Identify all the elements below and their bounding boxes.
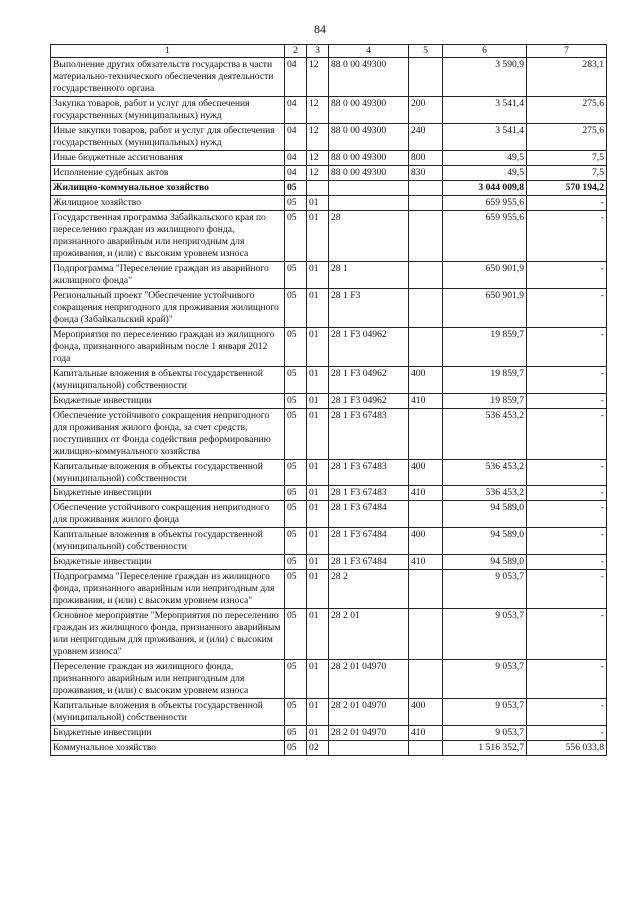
row-target-article-cell: 88 0 00 49300 [329,57,409,96]
table-row [51,726,607,741]
row-amount-cell: 1 516 352,7 [443,741,527,756]
row-amount-2-cell: - [527,327,607,366]
row-subsection-cell: 12 [307,123,329,150]
row-amount-cell: 94 589,0 [443,555,527,570]
row-section-cell: 05 [285,726,307,741]
row-expense-type-cell [409,261,443,288]
row-target-article-cell [329,180,409,195]
row-subsection-cell: 01 [307,408,329,459]
table-body [51,57,607,755]
row-amount-2-cell: - [527,555,607,570]
row-section-cell: 05 [285,366,307,393]
row-target-article-cell: 28 1 F3 67484 [329,528,409,555]
budget-table [50,44,607,756]
row-target-article-cell: 28 1 F3 67483 [329,408,409,459]
table-row [51,609,607,660]
row-name-cell: Жилищное хозяйство [51,195,285,210]
row-name-cell: Закупка товаров, работ и услуг для обеспечения государственных (муниципальных) нужд [51,96,285,123]
row-name-cell: Иные бюджетные ассигнования [51,150,285,165]
row-subsection-cell: 12 [307,96,329,123]
row-subsection-cell [307,180,329,195]
row-target-article-cell: 88 0 00 49300 [329,150,409,165]
row-subsection-cell: 12 [307,150,329,165]
row-amount-cell: 659 955,6 [443,210,527,261]
table-row [51,57,607,96]
row-subsection-cell: 01 [307,660,329,699]
row-name-cell: Бюджетные инвестиции [51,555,285,570]
row-amount-cell: 3 541,4 [443,123,527,150]
row-expense-type-cell [409,210,443,261]
row-amount-2-cell: - [527,366,607,393]
row-amount-cell: 536 453,2 [443,408,527,459]
row-name-cell: Государственная программа Забайкальского края по переселению граждан из жилищного фонда, признанного аварийным или непригодным для проживания, и (или) с высоким уровнем износа [51,210,285,261]
table-row [51,660,607,699]
row-expense-type-cell [409,501,443,528]
row-amount-cell: 3 044 009,8 [443,180,527,195]
row-amount-2-cell: - [527,288,607,327]
row-target-article-cell: 28 1 F3 04962 [329,327,409,366]
header-col-4: 4 [329,45,409,58]
row-expense-type-cell: 200 [409,96,443,123]
row-section-cell: 05 [285,486,307,501]
row-expense-type-cell [409,57,443,96]
row-subsection-cell: 01 [307,609,329,660]
table-row [51,501,607,528]
row-amount-cell: 9 053,7 [443,570,527,609]
row-target-article-cell: 28 2 01 04970 [329,660,409,699]
row-amount-cell: 94 589,0 [443,501,527,528]
row-target-article-cell: 88 0 00 49300 [329,165,409,180]
row-amount-2-cell: - [527,210,607,261]
row-section-cell: 04 [285,96,307,123]
row-amount-2-cell: 275,6 [527,123,607,150]
row-name-cell: Исполнение судебных актов [51,165,285,180]
row-amount-cell: 19 859,7 [443,366,527,393]
row-amount-cell: 9 053,7 [443,609,527,660]
row-expense-type-cell: 400 [409,459,443,486]
row-subsection-cell: 01 [307,486,329,501]
row-expense-type-cell: 410 [409,555,443,570]
row-target-article-cell: 88 0 00 49300 [329,123,409,150]
row-amount-2-cell: 570 194,2 [527,180,607,195]
table-row [51,150,607,165]
row-section-cell: 04 [285,123,307,150]
row-amount-2-cell: - [527,660,607,699]
row-subsection-cell: 12 [307,165,329,180]
row-amount-cell: 19 859,7 [443,393,527,408]
table-row [51,528,607,555]
row-section-cell: 05 [285,261,307,288]
row-name-cell: Основное мероприятие "Мероприятия по переселению граждан из жилищного фонда, признанного аварийным или непригодным для проживания, и (или) с высоким уровнем износа" [51,609,285,660]
row-name-cell: Капитальные вложения в объекты государственной (муниципальной) собственности [51,366,285,393]
row-subsection-cell: 02 [307,741,329,756]
table-row [51,366,607,393]
row-section-cell: 05 [285,327,307,366]
row-section-cell: 05 [285,459,307,486]
row-name-cell: Подпрограмма "Переселение граждан из аварийного жилищного фонда" [51,261,285,288]
row-amount-2-cell: 7,5 [527,165,607,180]
row-expense-type-cell [409,741,443,756]
row-section-cell: 05 [285,408,307,459]
row-section-cell: 05 [285,660,307,699]
row-expense-type-cell: 400 [409,366,443,393]
table-row [51,741,607,756]
row-expense-type-cell: 400 [409,699,443,726]
table-row [51,261,607,288]
row-amount-2-cell: 283,1 [527,57,607,96]
row-section-cell: 05 [285,699,307,726]
row-name-cell: Подпрограмма "Переселение граждан из жилищного фонда, признанного аварийным или непригодным для проживания, и (или) с высоким уровнем износа" [51,570,285,609]
row-target-article-cell: 28 1 F3 [329,288,409,327]
row-amount-2-cell: - [527,528,607,555]
row-expense-type-cell [409,195,443,210]
row-amount-2-cell: - [527,699,607,726]
table-row [51,486,607,501]
row-amount-2-cell: - [527,195,607,210]
row-amount-cell: 536 453,2 [443,486,527,501]
row-name-cell: Обеспечение устойчивого сокращения непригодного для проживания жилого фонда, за счет средств, поступивших от Фонда содействия реформированию жилищно-коммунального хозяйства [51,408,285,459]
header-col-5: 5 [409,45,443,58]
row-target-article-cell: 28 1 F3 67484 [329,501,409,528]
row-amount-cell: 650 901,9 [443,288,527,327]
row-target-article-cell: 28 2 [329,570,409,609]
row-section-cell: 05 [285,741,307,756]
table-row [51,165,607,180]
header-col-2: 2 [285,45,307,58]
row-section-cell: 05 [285,210,307,261]
row-subsection-cell: 01 [307,570,329,609]
row-amount-cell: 650 901,9 [443,261,527,288]
row-name-cell: Бюджетные инвестиции [51,393,285,408]
row-amount-cell: 19 859,7 [443,327,527,366]
row-expense-type-cell [409,327,443,366]
row-target-article-cell: 28 1 F3 67483 [329,486,409,501]
row-section-cell: 05 [285,393,307,408]
row-name-cell: Капитальные вложения в объекты государственной (муниципальной) собственности [51,699,285,726]
row-subsection-cell: 01 [307,327,329,366]
row-target-article-cell: 28 [329,210,409,261]
row-subsection-cell: 01 [307,366,329,393]
row-subsection-cell: 01 [307,555,329,570]
row-expense-type-cell: 830 [409,165,443,180]
row-subsection-cell: 01 [307,726,329,741]
row-expense-type-cell [409,660,443,699]
row-expense-type-cell: 410 [409,393,443,408]
row-subsection-cell: 01 [307,528,329,555]
table-row [51,123,607,150]
row-name-cell: Региональный проект "Обеспечение устойчивого сокращения непригодного для проживания жилищного фонда (Забайкальский край)" [51,288,285,327]
row-target-article-cell: 28 2 01 [329,609,409,660]
row-expense-type-cell: 400 [409,528,443,555]
row-subsection-cell: 12 [307,57,329,96]
row-amount-2-cell: - [527,726,607,741]
row-subsection-cell: 01 [307,459,329,486]
row-section-cell: 04 [285,165,307,180]
header-col-7: 7 [527,45,607,58]
table-row [51,408,607,459]
row-target-article-cell: 28 1 F3 04962 [329,393,409,408]
row-target-article-cell: 28 1 F3 04962 [329,366,409,393]
row-expense-type-cell [409,570,443,609]
table-row [51,459,607,486]
table-row [51,327,607,366]
row-expense-type-cell: 410 [409,486,443,501]
row-amount-cell: 49,5 [443,150,527,165]
page-number: 84 [314,22,326,36]
row-subsection-cell: 01 [307,501,329,528]
table-row [51,288,607,327]
row-amount-2-cell: 556 033,8 [527,741,607,756]
row-amount-2-cell: - [527,408,607,459]
row-expense-type-cell: 410 [409,726,443,741]
row-name-cell: Переселение граждан из жилищного фонда, признанного аварийным или непригодным для проживания, и (или) с высоким уровнем износа [51,660,285,699]
row-target-article-cell: 28 1 F3 67484 [329,555,409,570]
row-amount-cell: 659 955,6 [443,195,527,210]
row-name-cell: Коммунальное хозяйство [51,741,285,756]
row-subsection-cell: 01 [307,393,329,408]
row-target-article-cell [329,195,409,210]
row-amount-cell: 3 541,4 [443,96,527,123]
table-row [51,180,607,195]
row-name-cell: Жилищно-коммунальное хозяйство [51,180,285,195]
row-subsection-cell: 01 [307,288,329,327]
row-amount-cell: 9 053,7 [443,699,527,726]
row-name-cell: Выполнение других обязательств государства в части материально-технического обеспечения деятельности государственного органа [51,57,285,96]
row-target-article-cell: 88 0 00 49300 [329,96,409,123]
table-row [51,210,607,261]
table-row [51,96,607,123]
row-subsection-cell: 01 [307,210,329,261]
row-section-cell: 05 [285,180,307,195]
row-section-cell: 05 [285,288,307,327]
row-expense-type-cell: 240 [409,123,443,150]
row-name-cell: Обеспечение устойчивого сокращения непригодного для проживания жилого фонда [51,501,285,528]
row-name-cell: Мероприятия по переселению граждан из жилищного фонда, признанного аварийным после 1 января 2012 года [51,327,285,366]
table-row [51,570,607,609]
header-col-6: 6 [443,45,527,58]
table-row [51,393,607,408]
table-row [51,195,607,210]
row-name-cell: Бюджетные инвестиции [51,486,285,501]
row-amount-cell: 9 053,7 [443,660,527,699]
row-subsection-cell: 01 [307,261,329,288]
row-amount-2-cell: - [527,393,607,408]
row-expense-type-cell [409,288,443,327]
row-amount-cell: 94 589,0 [443,528,527,555]
row-name-cell: Бюджетные инвестиции [51,726,285,741]
row-section-cell: 05 [285,195,307,210]
row-amount-cell: 9 053,7 [443,726,527,741]
row-section-cell: 05 [285,555,307,570]
row-amount-2-cell: 7,5 [527,150,607,165]
row-expense-type-cell [409,180,443,195]
row-amount-2-cell: - [527,501,607,528]
row-name-cell: Капитальные вложения в объекты государственной (муниципальной) собственности [51,459,285,486]
row-subsection-cell: 01 [307,195,329,210]
row-section-cell: 05 [285,570,307,609]
row-name-cell: Иные закупки товаров, работ и услуг для обеспечения государственных (муниципальных) нужд [51,123,285,150]
row-target-article-cell [329,741,409,756]
row-target-article-cell: 28 2 01 04970 [329,699,409,726]
row-amount-cell: 3 590,9 [443,57,527,96]
header-col-3: 3 [307,45,329,58]
row-amount-cell: 49,5 [443,165,527,180]
row-section-cell: 05 [285,528,307,555]
row-name-cell: Капитальные вложения в объекты государственной (муниципальной) собственности [51,528,285,555]
row-expense-type-cell [409,408,443,459]
header-col-1: 1 [51,45,285,58]
row-target-article-cell: 28 1 F3 67483 [329,459,409,486]
table-row [51,699,607,726]
row-expense-type-cell [409,609,443,660]
row-amount-cell: 536 453,2 [443,459,527,486]
table-row [51,555,607,570]
row-target-article-cell: 28 1 [329,261,409,288]
table-header-row [51,45,607,58]
row-subsection-cell: 01 [307,699,329,726]
row-expense-type-cell: 800 [409,150,443,165]
row-section-cell: 05 [285,609,307,660]
row-amount-2-cell: - [527,459,607,486]
row-amount-2-cell: - [527,570,607,609]
row-target-article-cell: 28 2 01 04970 [329,726,409,741]
row-amount-2-cell: - [527,609,607,660]
row-section-cell: 04 [285,150,307,165]
row-amount-2-cell: - [527,486,607,501]
row-amount-2-cell: - [527,261,607,288]
row-section-cell: 05 [285,501,307,528]
row-section-cell: 04 [285,57,307,96]
row-amount-2-cell: 275,6 [527,96,607,123]
